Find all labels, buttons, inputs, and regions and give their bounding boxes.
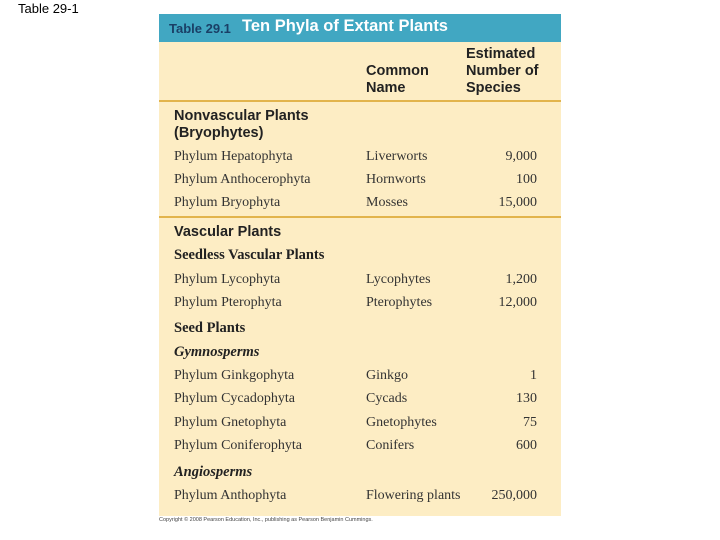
common-name: Pterophytes [366,295,433,310]
species-count: 1 [530,368,537,383]
column-header-estimated-species: Estimated Number of Species [466,46,539,96]
phylum-name: Phylum Gnetophyta [174,415,287,430]
phylum-name: Phylum Ginkgophyta [174,368,295,383]
section-divider [159,216,561,218]
table-number: Table 29.1 [169,21,231,36]
table-row [159,292,561,315]
species-count: 1,200 [505,272,537,287]
group-heading-vascular: Vascular Plants [174,224,282,240]
table-row [159,388,561,411]
table-row [159,412,561,435]
group-heading-nonvascular: Nonvascular Plants (Bryophytes) [174,108,309,141]
common-name: Gnetophytes [366,415,437,430]
phylum-name: Phylum Hepatophyta [174,149,293,164]
phylum-name: Phylum Lycophyta [174,272,281,287]
species-table [159,14,561,516]
table-row [159,192,561,215]
species-count: 12,000 [498,295,537,310]
table-row [159,365,561,388]
common-name: Conifers [366,438,415,453]
subgroup-heading-gymnosperms: Gymnosperms [174,344,260,360]
column-header-common-name: Common Name [366,63,429,96]
species-count: 15,000 [498,195,537,210]
phylum-name: Phylum Bryophyta [174,195,281,210]
subgroup-heading-seedless: Seedless Vascular Plants [174,247,325,263]
species-count: 75 [523,415,537,430]
common-name: Cycads [366,391,408,406]
species-count: 130 [516,391,537,406]
common-name: Lycophytes [366,272,431,287]
table-row [159,485,561,508]
common-name: Flowering plants [366,488,461,503]
common-name: Liverworts [366,149,428,164]
copyright-notice: Copyright © 2008 Pearson Education, Inc., publishing as Pearson Benjamin Cummings. [159,517,373,523]
slide-title: Table 29-1 [18,1,79,16]
header-divider [159,100,561,102]
phylum-name: Phylum Anthophyta [174,488,287,503]
subgroup-heading-angiosperms: Angiosperms [174,464,253,480]
table-row [159,269,561,292]
phylum-name: Phylum Anthocerophyta [174,172,311,187]
common-name: Mosses [366,195,409,210]
common-name: Ginkgo [366,368,408,383]
species-count: 600 [516,438,537,453]
table-row [159,169,561,192]
phylum-name: Phylum Cycadophyta [174,391,295,406]
phylum-name: Phylum Coniferophyta [174,438,302,453]
table-row [159,435,561,458]
species-count: 250,000 [491,488,537,503]
subgroup-heading-seed-plants: Seed Plants [174,320,246,336]
common-name: Hornworts [366,172,426,187]
phylum-name: Phylum Pterophyta [174,295,282,310]
table-caption: Ten Phyla of Extant Plants [242,17,448,35]
table-header-bar [159,14,561,42]
species-count: 100 [516,172,537,187]
species-count: 9,000 [505,149,537,164]
table-row [159,146,561,169]
